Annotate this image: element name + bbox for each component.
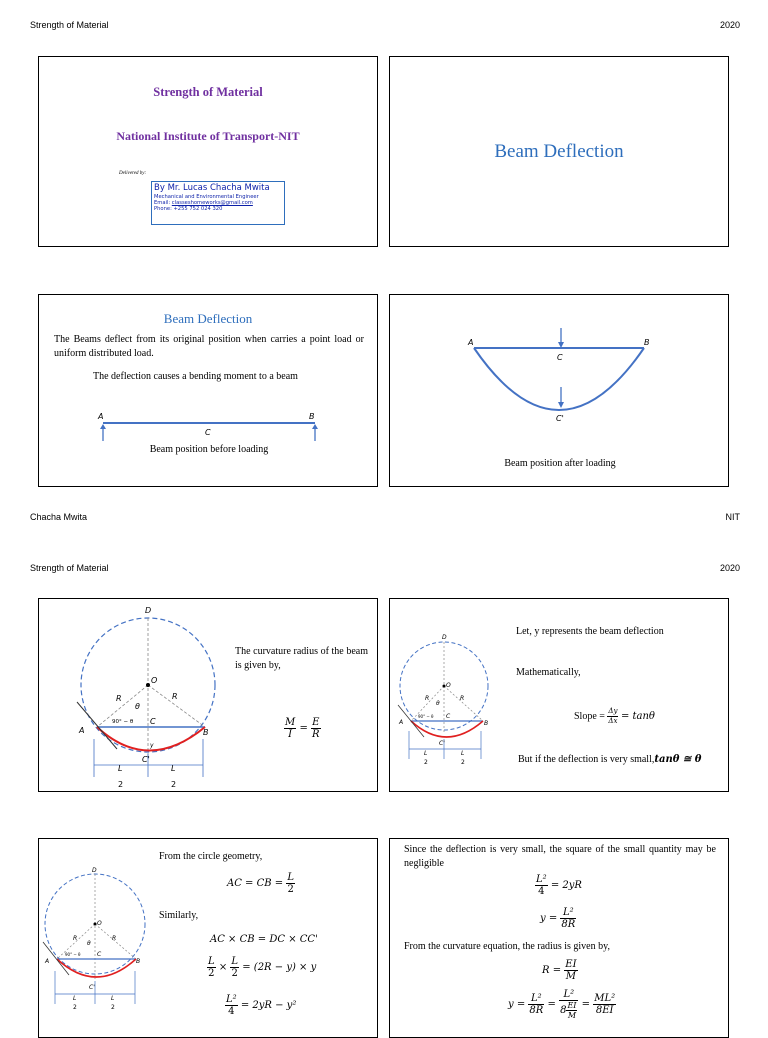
slide-section-title [389,56,729,247]
point-c-label: C [557,353,563,362]
label-r-left: R [425,695,430,702]
point-b-label: B [309,412,315,421]
eq3-rhs: = (2R − y) × y [242,962,317,973]
label-2-left: 2 [73,1004,77,1011]
mathematically-text: Mathematically, [516,667,581,678]
label-2-right: 2 [111,1004,115,1011]
label-l-right: L [111,995,115,1002]
label-l-left: L [73,995,77,1002]
label-b: B [136,958,141,965]
label-b: B [484,720,489,727]
label-a: A [399,719,404,726]
label-2-left: 2 [118,780,124,789]
label-y: y [150,742,154,749]
label-b: B [203,728,209,737]
eq1-num: L [287,872,294,883]
radius-den: M [565,971,577,982]
delta-x: Δx [608,717,618,726]
label-r-right: R [460,695,465,702]
eq-i: I [288,729,293,740]
slide-curvature-radius [38,598,378,792]
straight-beam-diagram [39,295,378,487]
label-l-left: L [118,764,123,773]
center-point [146,683,150,687]
eq1-den: 2 [287,884,294,895]
curvature-radius-text: From the curvature equation, the radius is given by, [404,941,610,952]
point-c-prime-label: C' [556,414,564,423]
circle-geometry-diagram [39,599,239,792]
eq3-num1: L [208,956,215,967]
author-name: By Mr. Lucas Chacha Mwita [154,183,270,193]
eq-r: R [312,729,320,740]
label-theta: θ [436,700,440,707]
intersecting-chords-equation: AC × CB = DC × CC' [210,934,318,945]
support-arrowhead-a [100,424,106,429]
small-deflection-text [518,753,701,767]
label-d: D [145,606,152,615]
slide-beam-after [389,294,729,487]
page2-header-left: Strength of Material [30,563,109,573]
y-equation [540,907,576,930]
email-label: Email: [154,200,171,206]
point-b-label: B [644,338,650,347]
label-2-left: 2 [424,759,428,766]
page1-header-right: 2020 [719,20,740,30]
radius-lhs: R = [542,965,562,976]
page1-footer-right: NIT [725,512,740,522]
small-deflection-label: But if the deflection is very small, [518,754,655,765]
y-den: 8R [561,919,576,930]
point-a-label: A [98,412,104,421]
slide-title: Beam Deflection [163,311,253,326]
label-c: C [150,717,156,726]
label-angle: 90° − θ [112,719,134,725]
label-r-left: R [73,935,78,942]
eq3-num2: L [231,956,239,967]
slide-title-page [38,56,378,247]
eq-l2: L² [536,874,547,885]
label-angle: 90° − θ [418,714,434,719]
label-c-prime: C' [89,984,95,991]
label-c: C [446,713,451,720]
point-a-label: A [468,338,474,347]
similarly-text: Similarly, [159,910,199,921]
course-title: Strength of Material [153,85,263,99]
label-r-right: R [112,935,117,942]
approximation: tanθ ≅ θ [654,754,702,765]
label-theta: θ [87,940,91,947]
label-r-left: R [116,694,122,703]
eq-e: E [312,717,320,728]
radius-num: EI [565,959,577,970]
label-a: A [79,726,85,735]
label-c: C [97,951,102,958]
delta-y: Δy [607,707,618,717]
slide-beam-before [38,294,378,487]
label-a: A [45,958,50,965]
label-theta: θ [135,702,140,711]
eq4-rhs: = 2yR − y² [240,1000,297,1011]
author-card [151,181,285,225]
small-circle-diagram [390,599,510,792]
institute-name: National Institute of Transport-NIT [116,129,300,143]
eq3-den2: 2 [231,968,238,979]
approx-rhs: = 2yR [550,880,582,891]
y-lhs: y = [540,913,558,924]
label-d: D [442,634,447,641]
expanded-equation [225,994,296,1017]
page1-header-left: Strength of Material [30,20,109,30]
caption-before: Beam position before loading [149,444,269,455]
flexure-equation: $\frac{M}{I}$ = $\frac{E}{R}$ [285,717,320,740]
eq4-den: 4 [228,1006,235,1017]
load-arrowhead-bottom [558,402,564,408]
slide-deflection-derivation [389,838,729,1038]
y-num: L² [560,907,576,919]
label-c-prime: C' [142,755,150,764]
approx-equation [535,874,582,897]
eq4-num: L² [226,994,237,1005]
label-2-right: 2 [171,780,177,789]
label-2-right: 2 [461,759,465,766]
small-circle-diagram [39,839,154,1038]
ac-cb-lhs: AC = CB = [227,878,284,889]
substitution-equation: $\frac{L}{2}$ × $\frac{L}{2}$ = (2R − y) × y [208,956,317,979]
circle-geometry-text: From the circle geometry, [159,851,263,862]
curvature-text: The curvature radius of the beam is given by, [235,646,368,671]
support-arrowhead-b [312,424,318,429]
author-role: Mechanical and Environmental Engineer [154,194,259,200]
label-r-right: R [172,692,178,701]
label-l-left: L [424,750,428,757]
eq3-den1: 2 [208,968,215,979]
author-phone: Phone: +255 752 024 320 [154,206,223,212]
email-link[interactable]: classeshomeworks@gmail.com [171,200,253,206]
label-o: O [446,682,451,689]
page2-header-right: 2020 [719,563,740,573]
radius-equation [542,959,578,982]
eq-m: M [285,717,296,728]
label-o: O [97,920,102,927]
negligible-square-text: Since the deflection is very small, the square of the small quantity may be negligible [404,844,716,869]
label-d: D [92,867,97,874]
slope-equation [574,707,655,727]
caption-after: Beam position after loading [504,458,616,469]
point-c-label: C [205,428,211,437]
label-c-prime: C' [439,740,445,747]
page1-footer-left: Chacha Mwita [30,512,88,522]
label-l-right: L [461,750,465,757]
bending-moment-text: The deflection causes a bending moment to a beam [93,371,298,382]
slope-label: Slope = [574,711,605,723]
ac-cb-equation [227,872,295,895]
section-title: Beam Deflection [494,141,624,162]
intro-paragraph: The Beams deflect from its original position when carries a point load or uniform distributed load. [54,334,364,359]
final-deflection-equation: y = $\frac{\text{L²}}{8R}$ = L² 8 $\frac{EI}{M}$ = $\frac{\text{ML²}}{8EI}$ [508,989,616,1020]
tan-theta: = tanθ [620,711,655,723]
delivered-by-label: Delivered by: [119,171,147,176]
deflection-definition: Let, y represents the beam deflection [516,626,664,637]
slide-circle-geometry [38,838,378,1038]
slide-slope [389,598,729,792]
label-o: O [151,676,158,685]
eq-4: 4 [538,886,545,897]
label-l-right: L [171,764,176,773]
label-angle: 90° − θ [65,952,81,957]
